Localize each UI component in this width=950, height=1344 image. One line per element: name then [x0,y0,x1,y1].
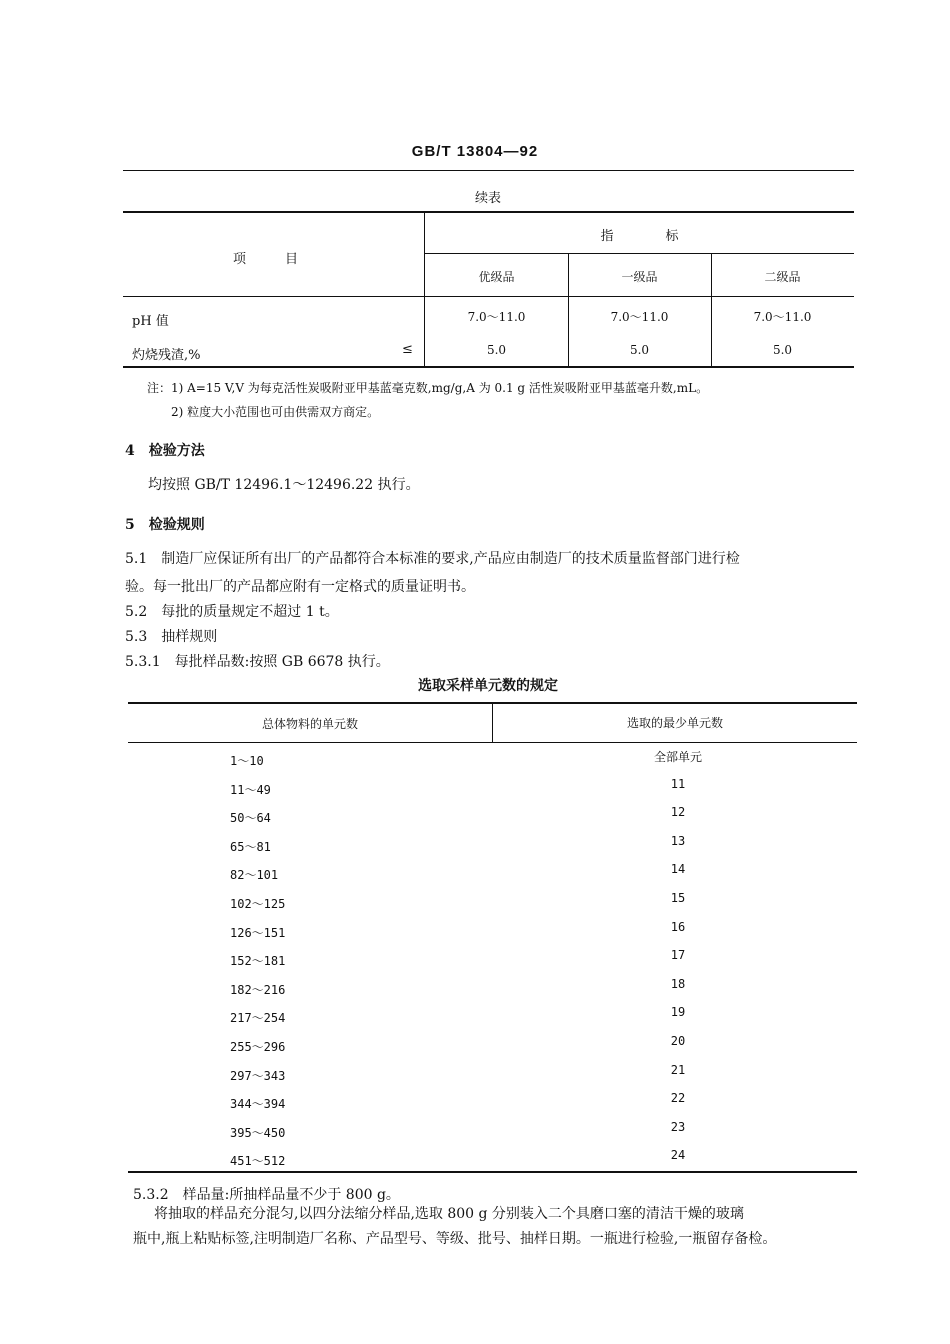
row-name: pH 值 [132,314,169,329]
table2-total-units: 126～151 [230,926,286,940]
col-item-header: 项 目 [233,252,299,267]
table2-total-units: 255～296 [230,1040,286,1054]
table2-total-units: 1～10 [230,754,264,768]
table2-min-units: 13 [670,834,686,848]
section-4-text: 均按照 GB/T 12496.1～12496.22 执行。 [148,477,420,493]
table2-total-units: 344～394 [230,1097,286,1111]
table2-min-units: 24 [670,1148,686,1162]
para-5-3-2: 5.3.2 样品量:所抽样品量不少于 800 g。 [133,1187,400,1203]
para-5-3-2-line3: 瓶中,瓶上粘贴标签,注明制造厂名称、产品型号、等级、批号、抽样日期。一瓶进行检验,一瓶留存备检。 [133,1231,777,1247]
para-5-2: 5.2 每批的质量规定不超过 1 t。 [125,604,339,620]
table2-min-units: 15 [670,891,686,905]
table2-min-units: 17 [670,948,686,962]
grade-header: 优级品 [478,270,515,284]
table1-bottom-rule [123,366,854,368]
table2-total-units: 102～125 [230,897,286,911]
table2-min-units: 全部单元 [653,750,702,764]
section-4-heading: 4 检验方法 [125,443,205,459]
table2-title: 选取采样单元数的规定 [418,678,558,694]
standard-code: GB/T 13804—92 [411,143,539,160]
table2-header-rule [128,742,857,743]
table2-total-units: 152～181 [230,954,286,968]
para-5-1-line1: 5.1 制造厂应保证所有出厂的产品都符合本标准的要求,产品应由制造厂的技术质量监督部门进行检 [125,551,740,567]
para-5-3: 5.3 抽样规则 [125,629,218,645]
table2-total-units: 395～450 [230,1126,286,1140]
para-5-3-1: 5.3.1 每批样品数:按照 GB 6678 执行。 [125,654,390,670]
table2-min-units: 21 [670,1063,686,1077]
table2-min-units: 18 [670,977,686,991]
table2-col1-header: 总体物料的单元数 [261,717,358,731]
header-rule [123,170,854,171]
table1-top-rule [123,211,854,213]
table1-caption: 续表 [474,191,501,206]
section-5-heading: 5 检验规则 [125,517,205,533]
table2-total-units: 65～81 [230,840,271,854]
row-value: 7.0～11.0 [753,310,812,324]
table2-total-units: 82～101 [230,868,279,882]
leq-symbol: ≤ [402,342,413,357]
row-value: 5.0 [772,343,793,357]
table2-total-units: 217～254 [230,1011,286,1025]
grade-header: 一级品 [621,270,658,284]
table2-min-units: 12 [670,805,686,819]
row-value: 5.0 [486,343,507,357]
table2-total-units: 50～64 [230,811,271,825]
table1-note-1: 注：1) A=15 V,V 为每克活性炭吸附亚甲基蓝毫克数,mg/g,A 为 0.1 g 活性炭吸附亚甲基蓝毫升数,mL。 [147,381,709,395]
row-name: 灼烧残渣,% [132,348,201,363]
table1-note-2: 2) 粒度大小范围也可由供需双方商定。 [171,405,380,419]
table2-col2-header: 选取的最少单元数 [626,716,723,730]
table2-bottom-rule [128,1171,857,1173]
para-5-3-2-line2: 将抽取的样品充分混匀,以四分法缩分样品,选取 800 g 分别装入二个具磨口塞的清洁干燥的玻璃 [154,1206,744,1222]
table2-min-units: 19 [670,1005,686,1019]
table2-total-units: 451～512 [230,1154,286,1168]
table2-min-units: 20 [670,1034,686,1048]
row-value: 7.0～11.0 [467,310,526,324]
col-index-header: 指 标 [600,229,679,244]
table1-index-rule [425,253,854,254]
row-value: 7.0～11.0 [610,310,669,324]
para-5-1-line2: 验。每一批出厂的产品都应附有一定格式的质量证明书。 [125,579,475,595]
table2-min-units: 23 [670,1120,686,1134]
row-value: 5.0 [629,343,650,357]
table2-min-units: 16 [670,920,686,934]
grade-header: 二级品 [764,270,801,284]
table1-header-bottom-rule [123,296,854,297]
table2-min-units: 14 [670,862,686,876]
table2-total-units: 297～343 [230,1069,286,1083]
table2-total-units: 182～216 [230,983,286,997]
table2-min-units: 22 [670,1091,686,1105]
table2-min-units: 11 [670,777,686,791]
table2-total-units: 11～49 [230,783,271,797]
